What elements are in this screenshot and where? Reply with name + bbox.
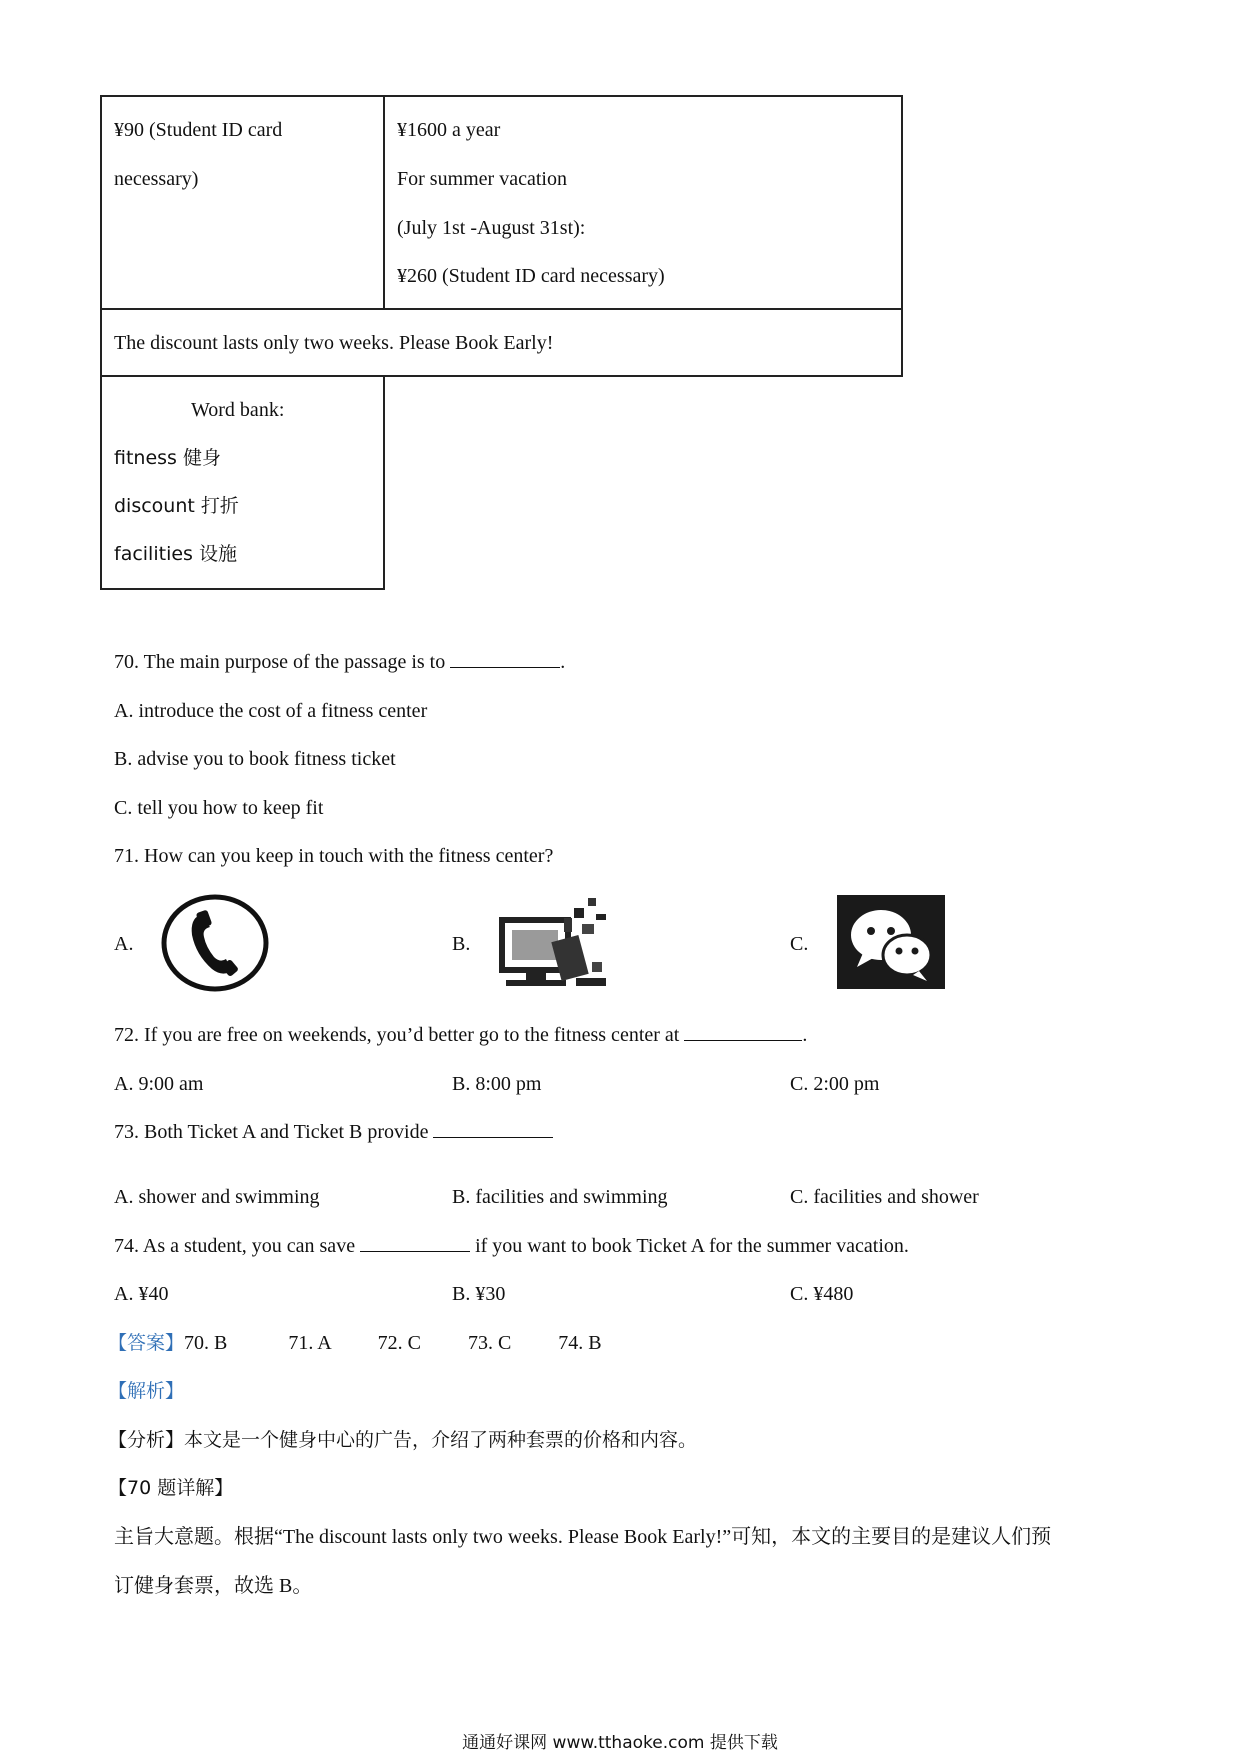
word-bank-item: facilities 设施 — [114, 543, 237, 565]
word-bank-title: Word bank: — [191, 399, 285, 421]
analysis-summary: 【分析】本文是一个健身中心的广告，介绍了两种套票的价格和内容。 — [108, 1429, 698, 1451]
answer-item: 72. C — [377, 1332, 421, 1354]
question-70-option-c: C. tell you how to keep fit — [114, 797, 324, 819]
analysis-label: 【解析】 — [108, 1380, 185, 1402]
answer-item: 71. A — [288, 1332, 331, 1354]
question-72-option-a: A. 9:00 am — [114, 1073, 204, 1095]
word-bank-item: discount 打折 — [114, 495, 239, 517]
discount-note: The discount lasts only two weeks. Please Book Early! — [114, 332, 554, 354]
question-73-option-b: B. facilities and swimming — [452, 1186, 668, 1208]
question-74-option-a: A. ¥40 — [114, 1283, 169, 1305]
question-71-option-c-label: C. — [790, 933, 809, 955]
ticket-a-price-line-2: necessary) — [114, 168, 199, 190]
word-bank-item: fitness 健身 — [114, 447, 221, 469]
computer-icon — [496, 888, 616, 999]
question-71-stem: 71. How can you keep in touch with the fitness center? — [114, 845, 554, 867]
question-74-option-b: B. ¥30 — [452, 1283, 506, 1305]
analysis-detail-heading: 【70 题详解】 — [108, 1477, 234, 1499]
ticket-b-price-line-1: ¥1600 a year — [397, 119, 501, 141]
answer-blank — [450, 649, 560, 668]
ticket-b-price-line-4: ¥260 (Student ID card necessary) — [397, 265, 665, 287]
question-73-option-a: A. shower and swimming — [114, 1186, 320, 1208]
wechat-icon — [835, 893, 947, 997]
telephone-icon — [160, 893, 270, 999]
question-70-stem: 70. The main purpose of the passage is to . — [114, 651, 566, 673]
ticket-a-price-line-1: ¥90 (Student ID card — [114, 119, 283, 141]
answer-blank — [360, 1233, 470, 1252]
question-73-option-c: C. facilities and shower — [790, 1186, 979, 1208]
question-74-stem: 74. As a student, you can save if you want to book Ticket A for the summer vacation. — [114, 1235, 909, 1257]
question-71-option-b-label: B. — [452, 933, 471, 955]
analysis-detail-line-2: 订健身套票，故选 B。 — [114, 1575, 313, 1597]
question-71-option-a-label: A. — [114, 933, 134, 955]
ticket-b-price-line-2: For summer vacation — [397, 168, 567, 190]
answer-item: 73. C — [467, 1332, 512, 1354]
question-73-stem: 73. Both Ticket A and Ticket B provide — [114, 1118, 553, 1146]
question-72-stem: 72. If you are free on weekends, you’d better go to the fitness center at . — [114, 1024, 808, 1046]
answer-key — [108, 1329, 602, 1357]
question-70-option-a: A. introduce the cost of a fitness center — [114, 700, 428, 722]
question-70-option-b: B. advise you to book fitness ticket — [114, 748, 396, 770]
answer-blank — [684, 1022, 802, 1041]
question-74-option-c: C. ¥480 — [790, 1283, 854, 1305]
answer-item: 70. B — [184, 1332, 228, 1354]
ticket-b-price-line-3: (July 1st -August 31st): — [397, 217, 586, 239]
answer-label: 【答案】 — [108, 1332, 185, 1354]
page-footer: 通通好课网 www.tthaoke.com 提供下载 — [462, 1733, 778, 1753]
question-72-option-b: B. 8:00 pm — [452, 1073, 542, 1095]
question-72-option-c: C. 2:00 pm — [790, 1073, 880, 1095]
analysis-detail-line-1: 主旨大意题。根据“The discount lasts only two weeks. Please Book Early!”可知，本文的主要目的是建议人们预 — [114, 1526, 1052, 1548]
answer-item: 74. B — [558, 1332, 602, 1354]
answer-blank — [433, 1119, 553, 1138]
